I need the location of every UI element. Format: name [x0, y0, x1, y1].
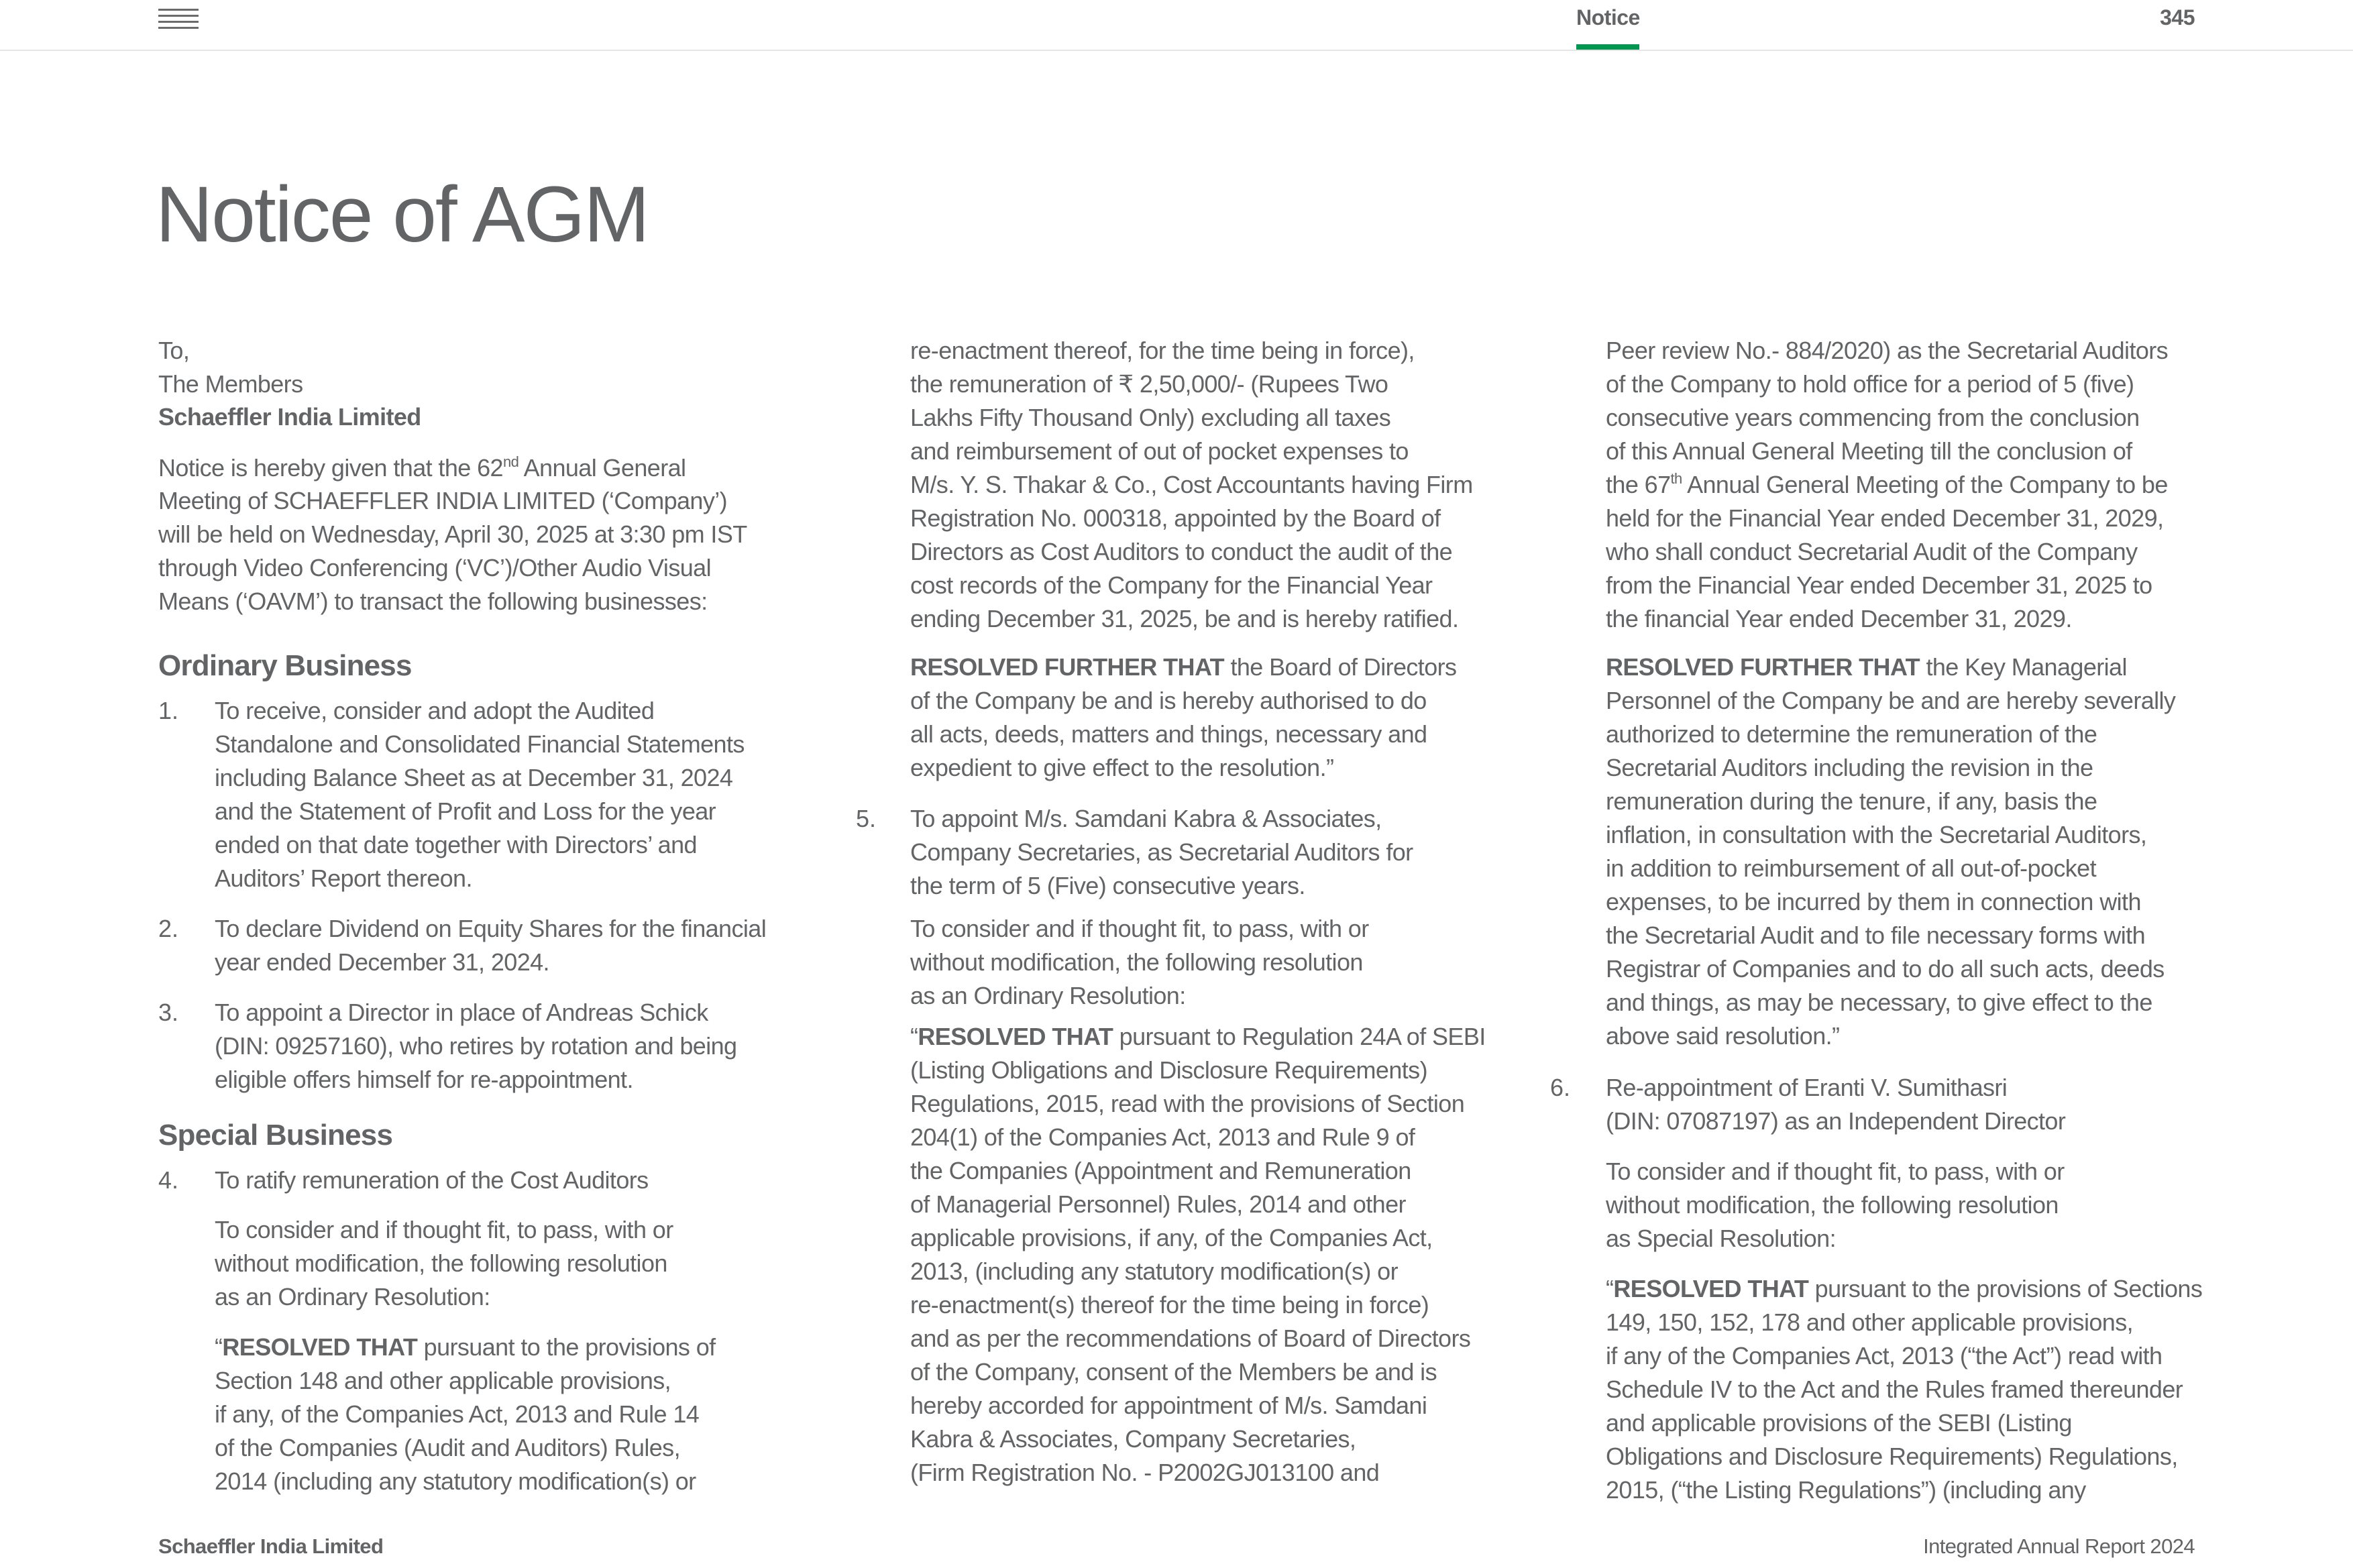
item-6-title-line: Re-appointment of Eranti V. Sumithasri — [1606, 1074, 2008, 1101]
resolved-further-line: in addition to reimbursement of all out-of-pocket — [1606, 854, 2096, 882]
resolved-further-label: RESOLVED FURTHER THAT — [910, 653, 1225, 681]
tab-notice[interactable] — [1576, 0, 1641, 50]
item-5-consider-line: without modification, the following resolution — [910, 948, 1363, 976]
resolved-further-line: expedient to give effect to the resolution.” — [910, 754, 1334, 781]
item-4-consider-line: without modification, the following resolution — [215, 1249, 667, 1277]
item-6-resolution-line: 2015, (“the Listing Regulations”) (including any — [1606, 1476, 2086, 1504]
open-quote: “ — [215, 1333, 223, 1361]
item-5-resolution-line: of Managerial Personnel) Rules, 2014 and other — [910, 1190, 1406, 1218]
item-5-consider-line: To consider and if thought fit, to pass, with or — [910, 915, 1369, 942]
continuation-line: of this Annual General Meeting till the conclusion of — [1606, 437, 2132, 465]
continuation-line: Peer review No.- 884/2020) as the Secretarial Auditors — [1606, 337, 2169, 364]
continuation-line: of the Company to hold office for a period of 5 (five) — [1606, 370, 2134, 398]
item-6-consider-line: without modification, the following resolution — [1606, 1191, 2059, 1219]
item-4-resolution-line: 2014 (including any statutory modification(s) or — [215, 1467, 696, 1495]
resolved-further-line: above said resolution.” — [1606, 1022, 1840, 1050]
item-5-title-line: To appoint M/s. Samdani Kabra & Associates, — [910, 805, 1382, 832]
open-quote: “ — [1606, 1275, 1614, 1302]
continuation-line: M/s. Y. S. Thakar & Co., Cost Accountants having Firm — [910, 471, 1473, 498]
item-6-title-line: (DIN: 07087197) as an Independent Director — [1606, 1107, 2066, 1135]
item-6-resolution-line: if any of the Companies Act, 2013 (“the Act”) read with — [1606, 1342, 2163, 1369]
continuation-line: Registration No. 000318, appointed by the Board of — [910, 504, 1441, 532]
resolution-text: pursuant to the provisions of — [417, 1333, 716, 1361]
resolved-further-line — [910, 651, 1456, 684]
resolution-text: pursuant to Regulation 24A of SEBI — [1113, 1023, 1486, 1050]
page-title: Notice of AGM — [156, 170, 649, 259]
resolved-that-label: RESOLVED THAT — [222, 1333, 418, 1361]
item-5-resolution-line: 204(1) of the Companies Act, 2013 and Rule 9 of — [910, 1123, 1415, 1151]
item-5-title-line: Company Secretaries, as Secretarial Auditors for — [910, 838, 1413, 866]
resolved-further-line: Secretarial Auditors including the revision in the — [1606, 754, 2093, 781]
intro-line: Means (‘OAVM’) to transact the following businesses: — [158, 587, 708, 615]
active-tab-indicator — [1576, 44, 1639, 50]
item-2-line: year ended December 31, 2024. — [215, 948, 549, 976]
item-5-resolution-line: and as per the recommendations of Board of Directors — [910, 1325, 1471, 1352]
item-6-resolution-line: 149, 150, 152, 178 and other applicable provisions, — [1606, 1308, 2133, 1336]
ordinal-suffix: th — [1670, 470, 1682, 487]
resolved-further-line: the Secretarial Audit and to file necessary forms with — [1606, 921, 2146, 949]
item-4-consider-line: as an Ordinary Resolution: — [215, 1283, 490, 1310]
item-6-resolution-line: and applicable provisions of the SEBI (Listing — [1606, 1409, 2072, 1437]
item-1-line: Auditors’ Report thereon. — [215, 864, 472, 892]
item-3-line: To appoint a Director in place of Andreas Schick — [215, 999, 708, 1026]
continuation-line: the financial Year ended December 31, 2029. — [1606, 605, 2072, 632]
resolved-further-line: Registrar of Companies and to do all such acts, deeds — [1606, 955, 2165, 983]
item-4-title: To ratify remuneration of the Cost Auditors — [215, 1166, 649, 1194]
item-5-title-line: the term of 5 (Five) consecutive years. — [910, 872, 1305, 899]
continuation-line: Lakhs Fifty Thousand Only) excluding all taxes — [910, 404, 1391, 431]
item-number: 1. — [158, 697, 179, 724]
item-6-consider-line: as Special Resolution: — [1606, 1225, 1837, 1252]
resolved-further-line: Personnel of the Company be and are hereby severally — [1606, 687, 2176, 714]
item-5-consider-line: as an Ordinary Resolution: — [910, 982, 1186, 1009]
intro-text: Annual General — [518, 454, 686, 482]
resolved-further-line: and things, as may be necessary, to give effect to the — [1606, 989, 2152, 1016]
continuation-line: consecutive years commencing from the conclusion — [1606, 404, 2140, 431]
item-5-resolution-line: applicable provisions, if any, of the Companies Act, — [910, 1224, 1433, 1251]
continuation-line: held for the Financial Year ended December 31, 2029, — [1606, 504, 2164, 532]
ordinary-business-heading: Ordinary Business — [158, 649, 412, 682]
resolved-further-line: expenses, to be incurred by them in connection with — [1606, 888, 2141, 915]
item-number: 3. — [158, 999, 179, 1026]
item-1-line: Standalone and Consolidated Financial Statements — [215, 730, 745, 758]
continuation-line: ending December 31, 2025, be and is hereby ratified. — [910, 605, 1459, 632]
item-5-resolution-line: (Firm Registration No. - P2002GJ013100 and — [910, 1459, 1380, 1486]
item-6-resolution-line: Obligations and Disclosure Requirements) Regulations, — [1606, 1443, 2178, 1470]
item-number: 4. — [158, 1166, 179, 1194]
continuation-text: Annual General Meeting of the Company to be — [1682, 471, 2168, 498]
item-5-resolution-line: re-enactment(s) thereof for the time being in force) — [910, 1291, 1429, 1319]
item-4-resolution-line: if any, of the Companies Act, 2013 and Rule 14 — [215, 1400, 700, 1428]
page-number: 345 — [2160, 5, 2195, 30]
resolution-text: the Board of Directors — [1224, 653, 1457, 681]
continuation-text: the 67 — [1606, 471, 1671, 498]
resolution-text: the Key Managerial — [1920, 653, 2127, 681]
intro-line: through Video Conferencing (‘VC’)/Other Audio Visual — [158, 554, 711, 581]
tab-notice-label: Notice — [1576, 5, 1640, 30]
item-2-line: To declare Dividend on Equity Shares for the financial — [215, 915, 767, 942]
item-5-resolution-line — [910, 1020, 1486, 1054]
special-business-heading: Special Business — [158, 1119, 393, 1152]
item-5-resolution-line: 2013, (including any statutory modification(s) or — [910, 1257, 1398, 1285]
hamburger-menu-icon[interactable] — [158, 7, 199, 30]
resolved-further-line: remuneration during the tenure, if any, basis the — [1606, 787, 2097, 815]
intro-line — [158, 451, 686, 485]
resolved-further-line: of the Company be and is hereby authorised to do — [910, 687, 1427, 714]
item-1-line: ended on that date together with Directors’ and — [215, 831, 697, 858]
resolved-further-line: all acts, deeds, matters and things, necessary and — [910, 720, 1427, 748]
resolved-further-line: inflation, in consultation with the Secretarial Auditors, — [1606, 821, 2147, 848]
item-5-resolution-line: of the Company, consent of the Members be and is — [910, 1358, 1437, 1386]
resolved-that-label: RESOLVED THAT — [1613, 1275, 1809, 1302]
item-1-line: including Balance Sheet as at December 31, 2024 — [215, 764, 733, 791]
ordinal-suffix: nd — [502, 453, 519, 470]
intro-line: will be held on Wednesday, April 30, 2025 at 3:30 pm IST — [158, 520, 747, 548]
item-4-resolution-line — [215, 1331, 716, 1364]
item-1-line: and the Statement of Profit and Loss for the year — [215, 797, 716, 825]
continuation-line: cost records of the Company for the Financial Year — [910, 571, 1433, 599]
item-5-resolution-line: (Listing Obligations and Disclosure Requirements) — [910, 1056, 1427, 1084]
item-6-consider-line: To consider and if thought fit, to pass, with or — [1606, 1158, 2065, 1185]
item-4-consider-line: To consider and if thought fit, to pass, with or — [215, 1216, 673, 1243]
continuation-line: who shall conduct Secretarial Audit of the Company — [1606, 538, 2138, 565]
salutation-members: The Members — [158, 370, 303, 398]
item-number: 5. — [856, 805, 877, 832]
addressee-company: Schaeffler India Limited — [158, 403, 421, 431]
item-5-resolution-line: the Companies (Appointment and Remuneration — [910, 1157, 1411, 1184]
resolved-further-label: RESOLVED FURTHER THAT — [1606, 653, 1920, 681]
resolution-text: pursuant to the provisions of Sections — [1808, 1275, 2203, 1302]
item-4-resolution-line: Section 148 and other applicable provisions, — [215, 1367, 671, 1394]
item-1-line: To receive, consider and adopt the Audited — [215, 697, 655, 724]
open-quote: “ — [910, 1023, 918, 1050]
item-6-resolution-line — [1606, 1272, 2202, 1306]
item-3-line: (DIN: 09257160), who retires by rotation and being — [215, 1032, 737, 1060]
item-4-resolution-line: of the Companies (Audit and Auditors) Rules, — [215, 1434, 680, 1461]
continuation-line: and reimbursement of out of pocket expenses to — [910, 437, 1409, 465]
item-5-resolution-line: Kabra & Associates, Company Secretaries, — [910, 1425, 1356, 1453]
resolved-that-label: RESOLVED THAT — [918, 1023, 1113, 1050]
footer-company-name: Schaeffler India Limited — [158, 1534, 384, 1558]
item-6-resolution-line: Schedule IV to the Act and the Rules framed thereunder — [1606, 1376, 2183, 1403]
item-number: 2. — [158, 915, 179, 942]
item-5-resolution-line: hereby accorded for appointment of M/s. Samdani — [910, 1392, 1427, 1419]
intro-text: Notice is hereby given that the 62 — [158, 454, 503, 482]
top-navigation-bar — [0, 0, 2353, 51]
footer-report-title: Integrated Annual Report 2024 — [1923, 1534, 2195, 1558]
intro-line: Meeting of SCHAEFFLER INDIA LIMITED (‘Company’) — [158, 487, 728, 514]
resolved-further-line: authorized to determine the remuneration of the — [1606, 720, 2097, 748]
continuation-line: the remuneration of ₹ 2,50,000/- (Rupees Two — [910, 370, 1388, 398]
continuation-line: from the Financial Year ended December 31, 2025 to — [1606, 571, 2152, 599]
salutation-to: To, — [158, 337, 190, 364]
item-3-line: eligible offers himself for re-appointment. — [215, 1066, 633, 1093]
item-number: 6. — [1550, 1074, 1571, 1101]
item-5-resolution-line: Regulations, 2015, read with the provisions of Section — [910, 1090, 1465, 1117]
resolved-further-line — [1606, 651, 2127, 684]
continuation-line — [1606, 468, 2168, 502]
continuation-line: Directors as Cost Auditors to conduct the audit of the — [910, 538, 1453, 565]
continuation-line: re-enactment thereof, for the time being in force), — [910, 337, 1415, 364]
